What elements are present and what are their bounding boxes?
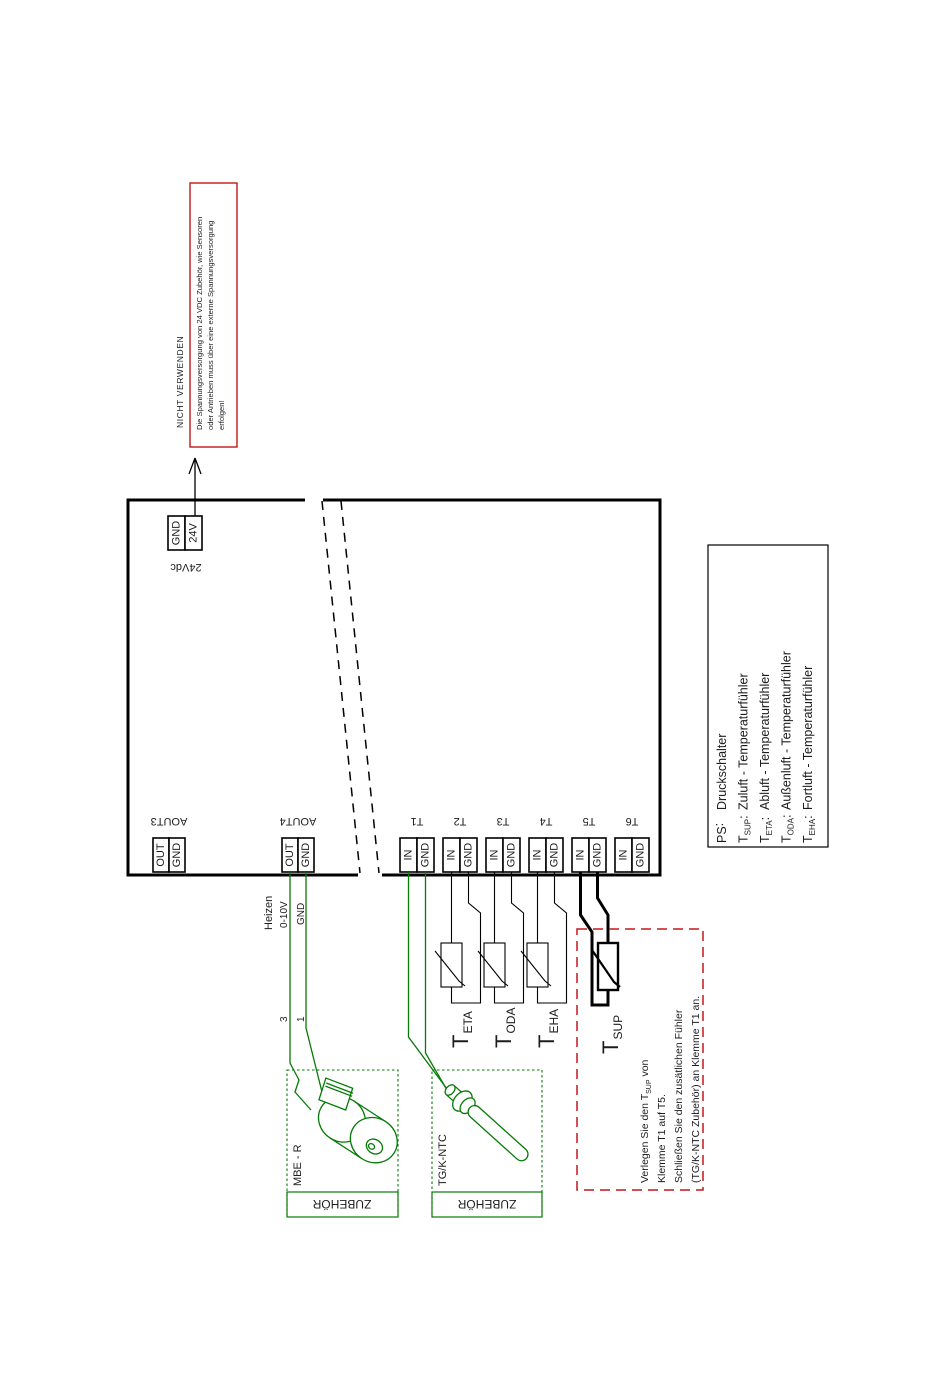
legend-key-tsup-main: T <box>736 835 751 843</box>
warning-line-1: Die Spannungsversorgung von 24 VDC Zubehör, wie Sensoren <box>195 216 204 430</box>
cell-t1-gnd-label: GND <box>419 842 432 868</box>
cell-t4-gnd-label: GND <box>548 842 561 868</box>
cell-24v-label: 24V <box>187 523 200 543</box>
gnd-wire-label: GND <box>296 902 307 925</box>
note-line-1 <box>639 1059 653 1183</box>
legend-value-teta: Abluft - Temperaturfühler <box>758 672 772 810</box>
accessory-mbe-footer-label: ZUBEHÖR <box>312 1197 372 1211</box>
cell-t1-in-label: IN <box>402 849 415 861</box>
legend-key-tsup-colon: : <box>736 815 751 819</box>
signal-0-10v-label: 0-10V <box>279 901 290 928</box>
label-t-oda-main: T <box>491 1034 516 1048</box>
accessory-mbe-title: MBE - R <box>292 1144 304 1186</box>
note-line-1-pre: Verlegen Sie den T <box>639 1093 651 1183</box>
accessory-tg-title: TG/K-NTC <box>437 1134 449 1186</box>
legend-key-toda-main: T <box>779 835 794 843</box>
cell-t5-gnd-label: GND <box>591 842 604 868</box>
label-t-eta-sub: ETA <box>461 1011 475 1034</box>
terminal-t5-label: T5 <box>582 815 596 827</box>
warning-title: NICHT VERWENDEN <box>175 335 185 428</box>
terminal-aout4-label: AOUT4 <box>279 815 317 827</box>
legend-key-ps-main: PS <box>715 826 729 843</box>
legend-key-ps-colon: : <box>712 822 726 827</box>
label-t-oda-sub: ODA <box>504 1007 518 1034</box>
label-t-eha-main: T <box>534 1034 559 1048</box>
legend-value-ps: Druckschalter <box>715 733 729 810</box>
note-line-1-sub: SUP <box>646 1079 653 1094</box>
legend-key-tsup-sub: SUP <box>743 818 753 836</box>
legend-value-toda: Außenluft - Temperaturfühler <box>779 651 794 810</box>
legend-key-teha-main: T <box>801 835 815 843</box>
heizen-label: Heizen <box>263 895 275 930</box>
terminal-t6-label: T6 <box>625 815 639 827</box>
legend-key-toda-sub: ODA <box>786 818 796 836</box>
cell-t5-in-label: IN <box>574 849 587 861</box>
cell-aout4-gnd-label: GND <box>300 842 312 868</box>
warning-line-2: oder Antrieben muss über eine externe Spannungsversorgung <box>206 220 215 430</box>
terminal-t4-label: T4 <box>539 815 553 827</box>
cell-t2-gnd-label: GND <box>462 842 475 868</box>
wire-number-1: 1 <box>296 1016 307 1022</box>
cell-24v-gnd-label: GND <box>170 520 183 546</box>
cell-t3-gnd-label: GND <box>505 842 518 868</box>
cell-aout4-out-label: OUT <box>284 843 296 867</box>
terminal-24vdc-caption: 24Vdc <box>170 561 202 573</box>
legend-value-teha: Fortluft - Temperaturfühler <box>801 665 815 810</box>
cell-t2-in-label: IN <box>445 849 458 861</box>
terminal-t2-label: T2 <box>453 815 467 827</box>
label-t-sup-sub: SUP <box>611 1014 625 1040</box>
terminal-t3-label: T3 <box>496 815 510 827</box>
cell-t6-in-label: IN <box>617 849 630 861</box>
legend-key-teta-main: T <box>758 835 772 843</box>
legend-value-tsup: Zuluft - Temperaturfühler <box>736 673 751 810</box>
label-t-eha-sub: EHA <box>547 1008 561 1034</box>
legend-key-teta-sub: ETA <box>765 820 774 836</box>
note-line-2: Klemme T1 auf T5. <box>656 1094 668 1183</box>
terminal-aout3 <box>151 815 188 872</box>
legend-key-teha-sub: EHA <box>808 818 817 836</box>
cell-aout3-out-label: OUT <box>155 843 167 867</box>
note-line-1-post: von <box>639 1059 651 1080</box>
warning-line-3: erfolgen! <box>217 400 226 430</box>
wire-number-3: 3 <box>279 1016 290 1022</box>
legend-key-toda-colon: : <box>779 814 794 819</box>
legend-key-teta-colon: : <box>758 816 772 821</box>
note-line-4: (TG/K-NTC Zubehör) an Klemme T1 an. <box>690 995 702 1183</box>
cell-aout3-gnd-label: GND <box>171 842 183 868</box>
cell-t6-gnd-label: GND <box>634 842 647 868</box>
legend-key-teha-colon: : <box>801 815 815 819</box>
label-t-sup-main: T <box>598 1040 623 1054</box>
terminal-t1-label: T1 <box>410 815 424 827</box>
accessory-tg-footer-label: ZUBEHÖR <box>457 1197 517 1211</box>
cell-t4-in-label: IN <box>531 849 544 861</box>
note-line-3: Schließen Sie den zusätlichen Fühler <box>673 1009 685 1183</box>
cell-t3-in-label: IN <box>488 849 501 861</box>
terminal-aout4 <box>280 815 317 872</box>
terminal-aout3-label: AOUT3 <box>150 815 188 827</box>
terminal-24vdc <box>168 516 202 573</box>
label-t-eta-main: T <box>448 1034 473 1048</box>
